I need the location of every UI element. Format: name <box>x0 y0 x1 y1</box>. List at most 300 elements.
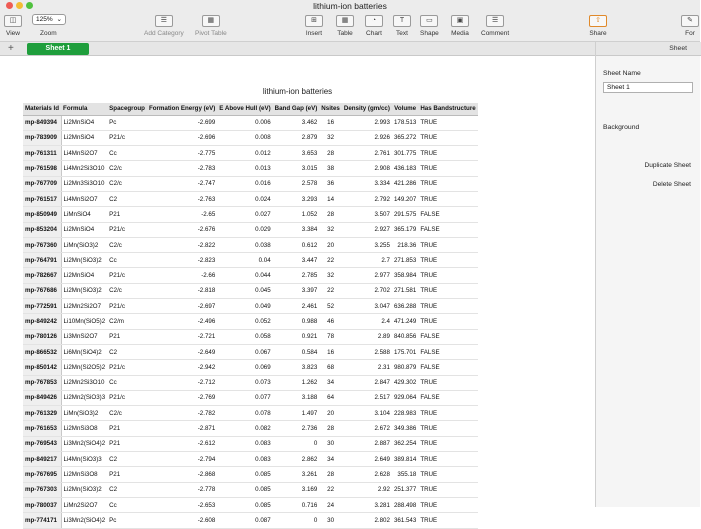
table-cell[interactable]: 1.262 <box>273 375 320 390</box>
table-cell[interactable]: -2.823 <box>147 253 217 268</box>
table-cell[interactable]: 358.984 <box>392 268 418 283</box>
table-cell[interactable]: 30 <box>319 436 342 451</box>
table-cell[interactable]: -2.65 <box>147 207 217 222</box>
table-cell[interactable]: 24 <box>319 497 342 512</box>
table-cell[interactable]: 22 <box>319 482 342 497</box>
table-cell[interactable]: 0.038 <box>217 237 272 252</box>
table-cell[interactable]: C2 <box>107 344 147 359</box>
table-cell[interactable]: 0.082 <box>217 421 272 436</box>
table-cell[interactable]: Li10Mn(SiO5)2 <box>61 314 107 329</box>
table-cell[interactable]: 20 <box>319 406 342 421</box>
duplicate-sheet-button[interactable]: Duplicate Sheet <box>644 162 691 169</box>
table-cell[interactable]: 3.397 <box>273 283 320 298</box>
table-cell[interactable]: 68 <box>319 360 342 375</box>
table-cell[interactable]: TRUE <box>418 299 477 314</box>
table-cell[interactable]: 3.334 <box>342 176 392 191</box>
table-cell[interactable]: Li6Mn(SiO4)2 <box>61 344 107 359</box>
view-button[interactable] <box>4 15 22 37</box>
table-cell[interactable]: 175.701 <box>392 344 418 359</box>
table-cell[interactable]: -2.778 <box>147 482 217 497</box>
table-cell[interactable]: mp-849242 <box>23 314 61 329</box>
data-table[interactable] <box>23 103 478 529</box>
table-cell[interactable]: Li2Mn2Si3O10 <box>61 375 107 390</box>
table-cell[interactable]: 0.029 <box>217 222 272 237</box>
table-cell[interactable]: TRUE <box>418 375 477 390</box>
table-cell[interactable]: 32 <box>319 268 342 283</box>
table-cell[interactable]: 2.702 <box>342 283 392 298</box>
shape-button[interactable] <box>420 15 439 37</box>
table-cell[interactable]: 840.856 <box>392 329 418 344</box>
table-cell[interactable]: P21/c <box>107 222 147 237</box>
tab-sheet-1[interactable]: Sheet 1 <box>27 43 89 55</box>
table-cell[interactable]: Li2MnSiO4 <box>61 115 107 130</box>
table-cell[interactable]: TRUE <box>418 253 477 268</box>
table-cell[interactable]: -2.696 <box>147 130 217 145</box>
table-cell[interactable]: 355.18 <box>392 467 418 482</box>
table-cell[interactable]: -2.721 <box>147 329 217 344</box>
table-cell[interactable]: 2.926 <box>342 130 392 145</box>
table-cell[interactable]: TRUE <box>418 406 477 421</box>
table-cell[interactable]: mp-780126 <box>23 329 61 344</box>
table-cell[interactable]: 14 <box>319 191 342 206</box>
table-cell[interactable]: 421.286 <box>392 176 418 191</box>
table-cell[interactable]: Li2Mn(SiO3)2 <box>61 283 107 298</box>
table-cell[interactable]: TRUE <box>418 115 477 130</box>
table-cell[interactable]: Li2Mn(Si2O5)2 <box>61 360 107 375</box>
table-cell[interactable]: 0.044 <box>217 268 272 283</box>
table-cell[interactable]: 64 <box>319 390 342 405</box>
table-cell[interactable]: 0.067 <box>217 344 272 359</box>
table-cell[interactable]: -2.612 <box>147 436 217 451</box>
table-cell[interactable]: Cc <box>107 146 147 161</box>
table-cell[interactable]: 271.853 <box>392 253 418 268</box>
table-cell[interactable]: LiMn(SiO3)2 <box>61 237 107 252</box>
table-cell[interactable]: 2.672 <box>342 421 392 436</box>
table-cell[interactable]: Cc <box>107 375 147 390</box>
table-cell[interactable]: Cc <box>107 253 147 268</box>
table-cell[interactable]: 34 <box>319 452 342 467</box>
table-cell[interactable]: P21/c <box>107 360 147 375</box>
pivot-table-button[interactable] <box>195 15 227 37</box>
table-cell[interactable]: -2.712 <box>147 375 217 390</box>
table-cell[interactable]: -2.775 <box>147 146 217 161</box>
table-cell[interactable]: Li2MnSi3O8 <box>61 421 107 436</box>
table-cell[interactable]: 20 <box>319 237 342 252</box>
add-sheet-icon[interactable]: + <box>8 43 14 54</box>
table-cell[interactable]: 228.983 <box>392 406 418 421</box>
table-cell[interactable]: 3.462 <box>273 115 320 130</box>
table-cell[interactable]: Li2Mn2(SiO3)3 <box>61 390 107 405</box>
table-cell[interactable]: P21/c <box>107 130 147 145</box>
table-cell[interactable]: FALSE <box>418 360 477 375</box>
table-cell[interactable]: mp-767709 <box>23 176 61 191</box>
table-cell[interactable]: P21/c <box>107 390 147 405</box>
table-cell[interactable]: Li2Mn(SiO3)2 <box>61 482 107 497</box>
table-cell[interactable]: 0.085 <box>217 467 272 482</box>
table-cell[interactable]: P21/c <box>107 268 147 283</box>
table-cell[interactable]: 149.207 <box>392 191 418 206</box>
table-cell[interactable]: 3.261 <box>273 467 320 482</box>
table-cell[interactable]: 980.879 <box>392 360 418 375</box>
column-header[interactable]: Band Gap (eV) <box>273 103 320 115</box>
table-title[interactable]: lithium-ion batteries <box>262 87 333 96</box>
table-cell[interactable]: mp-853204 <box>23 222 61 237</box>
table-cell[interactable]: -2.769 <box>147 390 217 405</box>
table-cell[interactable]: -2.697 <box>147 299 217 314</box>
table-cell[interactable]: 78 <box>319 329 342 344</box>
table-cell[interactable]: 34 <box>319 375 342 390</box>
table-cell[interactable]: TRUE <box>418 161 477 176</box>
table-cell[interactable]: 2.908 <box>342 161 392 176</box>
table-cell[interactable]: 16 <box>319 115 342 130</box>
table-cell[interactable]: Li4MnSi2O7 <box>61 146 107 161</box>
table-cell[interactable]: 0.012 <box>217 146 272 161</box>
table-cell[interactable]: TRUE <box>418 482 477 497</box>
table-cell[interactable]: 365.272 <box>392 130 418 145</box>
table-cell[interactable]: 3.255 <box>342 237 392 252</box>
table-cell[interactable]: 2.927 <box>342 222 392 237</box>
table-cell[interactable]: 2.7 <box>342 253 392 268</box>
column-header[interactable]: Nsites <box>319 103 342 115</box>
table-cell[interactable]: -2.747 <box>147 176 217 191</box>
table-cell[interactable]: mp-780037 <box>23 497 61 512</box>
table-cell[interactable]: P21 <box>107 467 147 482</box>
table-cell[interactable]: mp-767360 <box>23 237 61 252</box>
text-button[interactable] <box>393 15 411 37</box>
table-cell[interactable]: LiMn(SiO3)2 <box>61 406 107 421</box>
table-cell[interactable]: Li2Mn(SiO3)2 <box>61 253 107 268</box>
table-cell[interactable]: 3.104 <box>342 406 392 421</box>
table-cell[interactable]: 3.507 <box>342 207 392 222</box>
table-cell[interactable]: 2.993 <box>342 115 392 130</box>
table-cell[interactable]: Li3MnSi2O7 <box>61 329 107 344</box>
table-cell[interactable]: 471.249 <box>392 314 418 329</box>
table-cell[interactable]: 636.288 <box>392 299 418 314</box>
table-cell[interactable]: 38 <box>319 161 342 176</box>
table-cell[interactable]: mp-764791 <box>23 253 61 268</box>
sheet-name-field[interactable]: Sheet 1 <box>603 82 693 93</box>
table-cell[interactable]: mp-850949 <box>23 207 61 222</box>
table-cell[interactable]: 2.4 <box>342 314 392 329</box>
table-cell[interactable]: 16 <box>319 344 342 359</box>
table-cell[interactable]: TRUE <box>418 283 477 298</box>
table-cell[interactable]: Li3Mn2(SiO4)2 <box>61 513 107 528</box>
table-cell[interactable]: 1.497 <box>273 406 320 421</box>
table-cell[interactable]: -2.871 <box>147 421 217 436</box>
table-cell[interactable]: C2 <box>107 452 147 467</box>
table-cell[interactable]: 0.013 <box>217 161 272 176</box>
table-cell[interactable]: 0.612 <box>273 237 320 252</box>
table-cell[interactable]: 0.006 <box>217 115 272 130</box>
table-cell[interactable]: TRUE <box>418 130 477 145</box>
table-cell[interactable]: 2.887 <box>342 436 392 451</box>
table-cell[interactable]: mp-767695 <box>23 467 61 482</box>
table-cell[interactable]: 291.575 <box>392 207 418 222</box>
table-cell[interactable]: C2/c <box>107 176 147 191</box>
table-cell[interactable]: -2.822 <box>147 237 217 252</box>
table-cell[interactable]: 389.814 <box>392 452 418 467</box>
table-cell[interactable]: -2.868 <box>147 467 217 482</box>
table-cell[interactable]: mp-849426 <box>23 390 61 405</box>
table-cell[interactable]: -2.699 <box>147 115 217 130</box>
table-cell[interactable]: TRUE <box>418 421 477 436</box>
table-cell[interactable]: 30 <box>319 513 342 528</box>
table-cell[interactable]: 0.016 <box>217 176 272 191</box>
table-cell[interactable]: 2.792 <box>342 191 392 206</box>
table-cell[interactable]: mp-761517 <box>23 191 61 206</box>
table-cell[interactable]: 2.847 <box>342 375 392 390</box>
table-cell[interactable]: 3.447 <box>273 253 320 268</box>
table-cell[interactable]: 2.785 <box>273 268 320 283</box>
table-cell[interactable]: P21 <box>107 329 147 344</box>
table-cell[interactable]: C2/c <box>107 161 147 176</box>
table-cell[interactable]: 929.064 <box>392 390 418 405</box>
table-cell[interactable]: 301.775 <box>392 146 418 161</box>
table-cell[interactable]: mp-866532 <box>23 344 61 359</box>
table-cell[interactable]: 0.716 <box>273 497 320 512</box>
table-cell[interactable]: 3.384 <box>273 222 320 237</box>
table-cell[interactable]: mp-761329 <box>23 406 61 421</box>
table-cell[interactable]: -2.649 <box>147 344 217 359</box>
table-cell[interactable]: TRUE <box>418 497 477 512</box>
table-cell[interactable]: TRUE <box>418 268 477 283</box>
table-cell[interactable]: C2/c <box>107 283 147 298</box>
table-cell[interactable]: mp-849394 <box>23 115 61 130</box>
zoom-select[interactable] <box>32 14 66 25</box>
table-cell[interactable]: 0.083 <box>217 436 272 451</box>
column-header[interactable]: Has Bandstructure <box>418 103 477 115</box>
table-cell[interactable]: -2.782 <box>147 406 217 421</box>
table-cell[interactable]: 32 <box>319 130 342 145</box>
tab-sheet-inspector[interactable]: Sheet <box>596 42 701 56</box>
table-cell[interactable]: Li2Mn3Si3O10 <box>61 176 107 191</box>
table-cell[interactable]: 3.293 <box>273 191 320 206</box>
column-header[interactable]: Formation Energy (eV) <box>147 103 217 115</box>
chart-button[interactable] <box>365 15 383 37</box>
table-cell[interactable]: 2.461 <box>273 299 320 314</box>
table-cell[interactable]: 0.04 <box>217 253 272 268</box>
table-cell[interactable]: 0.087 <box>217 513 272 528</box>
table-cell[interactable]: 1.052 <box>273 207 320 222</box>
table-cell[interactable]: mp-774171 <box>23 513 61 528</box>
table-cell[interactable]: Li4Mn2Si3O10 <box>61 161 107 176</box>
delete-sheet-button[interactable]: Delete Sheet <box>652 181 691 188</box>
table-cell[interactable]: 3.169 <box>273 482 320 497</box>
table-cell[interactable]: 0 <box>273 436 320 451</box>
table-cell[interactable]: C2 <box>107 482 147 497</box>
table-cell[interactable]: 0.083 <box>217 452 272 467</box>
table-cell[interactable]: 288.498 <box>392 497 418 512</box>
table-cell[interactable]: 362.254 <box>392 436 418 451</box>
table-cell[interactable]: 3.188 <box>273 390 320 405</box>
table-cell[interactable]: -2.66 <box>147 268 217 283</box>
table-cell[interactable]: 0.049 <box>217 299 272 314</box>
table-cell[interactable]: 28 <box>319 467 342 482</box>
column-header[interactable]: Volume <box>392 103 418 115</box>
table-cell[interactable]: 2.31 <box>342 360 392 375</box>
table-cell[interactable]: C2/c <box>107 237 147 252</box>
table-cell[interactable]: Li2Mn2Si2O7 <box>61 299 107 314</box>
table-cell[interactable]: P21 <box>107 436 147 451</box>
table-cell[interactable]: 2.761 <box>342 146 392 161</box>
table-cell[interactable]: TRUE <box>418 467 477 482</box>
insert-button[interactable] <box>305 15 323 37</box>
table-cell[interactable]: 3.281 <box>342 497 392 512</box>
column-header[interactable]: E Above Hull (eV) <box>217 103 272 115</box>
table-cell[interactable]: TRUE <box>418 314 477 329</box>
table-cell[interactable]: 0.085 <box>217 497 272 512</box>
table-cell[interactable]: 0.921 <box>273 329 320 344</box>
table-cell[interactable]: Li4Mn(SiO3)3 <box>61 452 107 467</box>
column-header[interactable]: Spacegroup <box>107 103 147 115</box>
table-cell[interactable]: 0.085 <box>217 482 272 497</box>
table-cell[interactable]: C2/m <box>107 314 147 329</box>
table-cell[interactable]: FALSE <box>418 207 477 222</box>
table-cell[interactable]: LiMnSiO4 <box>61 207 107 222</box>
table-cell[interactable]: FALSE <box>418 390 477 405</box>
table-cell[interactable]: P21 <box>107 421 147 436</box>
table-cell[interactable]: 2.588 <box>342 344 392 359</box>
table-cell[interactable]: 3.653 <box>273 146 320 161</box>
table-cell[interactable]: P21/c <box>107 299 147 314</box>
table-cell[interactable]: 28 <box>319 207 342 222</box>
table-cell[interactable]: 0.584 <box>273 344 320 359</box>
table-cell[interactable]: TRUE <box>418 436 477 451</box>
column-header[interactable]: Formula <box>61 103 107 115</box>
table-cell[interactable]: 2.862 <box>273 452 320 467</box>
table-cell[interactable]: 0.078 <box>217 406 272 421</box>
table-cell[interactable]: 0.069 <box>217 360 272 375</box>
table-cell[interactable]: mp-761598 <box>23 161 61 176</box>
table-cell[interactable]: 2.802 <box>342 513 392 528</box>
table-cell[interactable]: 0.052 <box>217 314 272 329</box>
table-cell[interactable]: C2 <box>107 191 147 206</box>
table-cell[interactable]: FALSE <box>418 329 477 344</box>
table-cell[interactable]: -2.783 <box>147 161 217 176</box>
table-cell[interactable]: Pc <box>107 513 147 528</box>
table-cell[interactable]: TRUE <box>418 176 477 191</box>
table-cell[interactable]: -2.818 <box>147 283 217 298</box>
table-cell[interactable]: P21 <box>107 207 147 222</box>
table-cell[interactable]: Li2MnSiO4 <box>61 222 107 237</box>
background-label[interactable]: Background <box>603 124 640 131</box>
table-cell[interactable]: Li2MnSiO4 <box>61 268 107 283</box>
table-cell[interactable]: -2.763 <box>147 191 217 206</box>
add-category-button[interactable] <box>144 15 184 37</box>
column-header[interactable]: Materials Id <box>23 103 61 115</box>
table-cell[interactable]: -2.794 <box>147 452 217 467</box>
table-cell[interactable]: 2.649 <box>342 452 392 467</box>
table-cell[interactable]: -2.942 <box>147 360 217 375</box>
table-cell[interactable]: -2.608 <box>147 513 217 528</box>
table-cell[interactable]: 429.302 <box>392 375 418 390</box>
table-cell[interactable]: 2.628 <box>342 467 392 482</box>
table-cell[interactable]: -2.653 <box>147 497 217 512</box>
table-cell[interactable]: 2.92 <box>342 482 392 497</box>
table-cell[interactable]: TRUE <box>418 513 477 528</box>
table-cell[interactable]: 36 <box>319 176 342 191</box>
table-cell[interactable]: 2.977 <box>342 268 392 283</box>
table-cell[interactable]: 2.879 <box>273 130 320 145</box>
share-button[interactable] <box>589 15 607 37</box>
table-cell[interactable]: Li2MnSiO4 <box>61 130 107 145</box>
table-cell[interactable]: TRUE <box>418 191 477 206</box>
table-cell[interactable]: Cc <box>107 497 147 512</box>
table-cell[interactable]: mp-849217 <box>23 452 61 467</box>
table-cell[interactable]: LiMn2Si2O7 <box>61 497 107 512</box>
table-cell[interactable]: -2.676 <box>147 222 217 237</box>
table-cell[interactable]: 365.179 <box>392 222 418 237</box>
table-cell[interactable]: 0.988 <box>273 314 320 329</box>
table-cell[interactable]: 0.077 <box>217 390 272 405</box>
table-cell[interactable]: 251.377 <box>392 482 418 497</box>
table-cell[interactable]: mp-761653 <box>23 421 61 436</box>
table-cell[interactable]: TRUE <box>418 452 477 467</box>
table-cell[interactable]: mp-772591 <box>23 299 61 314</box>
table-button[interactable] <box>336 15 354 37</box>
table-cell[interactable]: 436.183 <box>392 161 418 176</box>
table-cell[interactable]: -2.496 <box>147 314 217 329</box>
table-cell[interactable]: 0.027 <box>217 207 272 222</box>
table-cell[interactable]: 46 <box>319 314 342 329</box>
table-cell[interactable]: 2.517 <box>342 390 392 405</box>
table-cell[interactable]: 3.047 <box>342 299 392 314</box>
table-cell[interactable]: Li2MnSi3O8 <box>61 467 107 482</box>
table-cell[interactable]: C2/c <box>107 406 147 421</box>
table-cell[interactable]: 361.543 <box>392 513 418 528</box>
table-cell[interactable]: mp-782667 <box>23 268 61 283</box>
table-cell[interactable]: 0.024 <box>217 191 272 206</box>
table-cell[interactable]: 2.578 <box>273 176 320 191</box>
table-cell[interactable]: 22 <box>319 283 342 298</box>
table-cell[interactable]: FALSE <box>418 222 477 237</box>
table-cell[interactable]: 0.073 <box>217 375 272 390</box>
table-cell[interactable]: 218.36 <box>392 237 418 252</box>
table-cell[interactable]: mp-767853 <box>23 375 61 390</box>
table-cell[interactable]: mp-769543 <box>23 436 61 451</box>
table-cell[interactable]: 349.386 <box>392 421 418 436</box>
table-cell[interactable]: FALSE <box>418 344 477 359</box>
table-cell[interactable]: mp-767303 <box>23 482 61 497</box>
table-cell[interactable]: 0.045 <box>217 283 272 298</box>
table-cell[interactable]: 0.058 <box>217 329 272 344</box>
table-cell[interactable]: 2.736 <box>273 421 320 436</box>
table-cell[interactable]: 52 <box>319 299 342 314</box>
format-button[interactable] <box>681 15 699 37</box>
media-button[interactable] <box>451 15 469 37</box>
table-cell[interactable]: 28 <box>319 146 342 161</box>
table-cell[interactable]: 3.823 <box>273 360 320 375</box>
table-cell[interactable]: 32 <box>319 222 342 237</box>
table-cell[interactable]: mp-850142 <box>23 360 61 375</box>
table-cell[interactable]: 28 <box>319 421 342 436</box>
table-cell[interactable]: mp-767686 <box>23 283 61 298</box>
column-header[interactable]: Density (gm/cc) <box>342 103 392 115</box>
table-cell[interactable]: 0.008 <box>217 130 272 145</box>
table-cell[interactable]: 271.581 <box>392 283 418 298</box>
table-cell[interactable]: Li3Mn2(SiO4)2 <box>61 436 107 451</box>
table-cell[interactable]: 2.89 <box>342 329 392 344</box>
comment-button[interactable] <box>481 15 509 37</box>
table-cell[interactable]: 22 <box>319 253 342 268</box>
table-cell[interactable]: 0 <box>273 513 320 528</box>
table-cell[interactable]: 3.015 <box>273 161 320 176</box>
table-cell[interactable]: Li4MnSi2O7 <box>61 191 107 206</box>
table-cell[interactable]: mp-761311 <box>23 146 61 161</box>
table-cell[interactable]: 178.513 <box>392 115 418 130</box>
table-cell[interactable]: mp-783909 <box>23 130 61 145</box>
table-cell[interactable]: TRUE <box>418 146 477 161</box>
